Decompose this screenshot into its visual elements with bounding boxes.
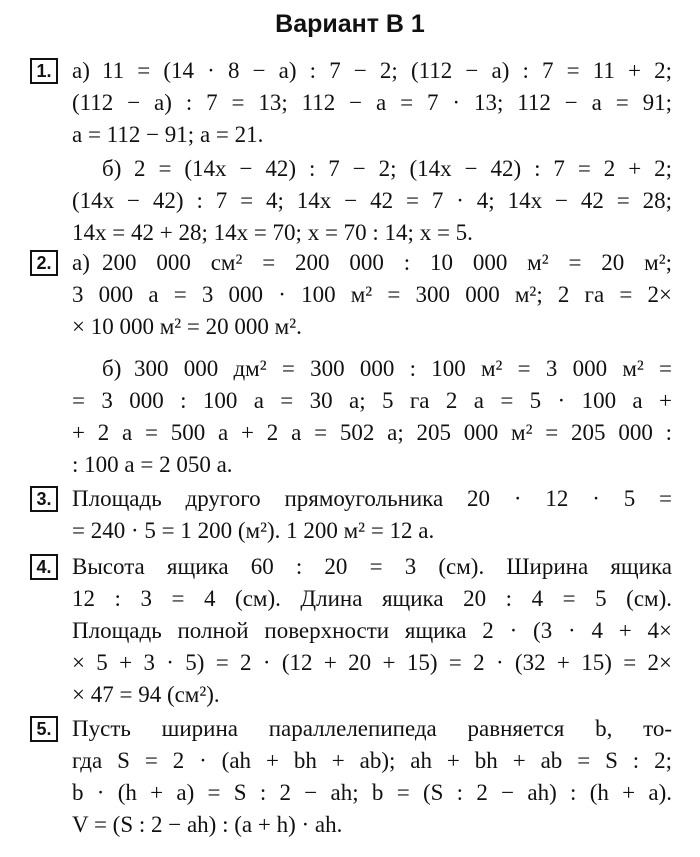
problem-number: 1. — [30, 58, 58, 84]
solution-line: + 2 а = 500 а + 2 а = 502 а; 205 000 м² = 205 000 : — [72, 420, 672, 445]
part-label: а) — [72, 58, 90, 83]
solution-line: 300 000 дм² = 300 000 : 100 м² = 3 000 м² = — [134, 356, 672, 381]
problem-number: 5. — [30, 716, 58, 742]
solution-line: (112 − a) : 7 = 13; 112 − a = 7 · 13; 112 − a = 91; — [72, 90, 672, 115]
solution-line: × 5 + 3 · 5) = 2 · (12 + 20 + 15) = 2 · (32 + 15) = 2× — [72, 650, 672, 675]
problem-number: 4. — [30, 554, 58, 580]
solution-line: a = 112 − 91; a = 21. — [72, 122, 264, 147]
solution-line: × 47 = 94 (см²). — [72, 682, 220, 707]
solution-line: Площадь другого прямоугольника 20 · 12 · 5 = — [72, 486, 672, 511]
solution-line: V = (S : 2 − ah) : (a + h) · ah. — [72, 812, 343, 837]
part-label: а) — [72, 250, 90, 275]
solution-line: 14x = 42 + 28; 14x = 70; x = 70 : 14; x = 5. — [72, 220, 473, 245]
solution-line: 3 000 а = 3 000 · 100 м² = 300 000 м²; 2 га = 2× — [72, 282, 672, 307]
solution-line: 2 = (14x − 42) : 7 − 2; (14x − 42) : 7 = 2 + 2; — [134, 156, 672, 181]
solution-line: Высота ящика 60 : 20 = 3 (см). Ширина ящика — [72, 554, 672, 579]
part-label: б) — [102, 156, 122, 181]
page-title: Вариант В 1 — [275, 10, 425, 38]
solution-line: 200 000 см² = 200 000 : 10 000 м² = 20 м²; — [102, 250, 672, 275]
solution-line: : 100 а = 2 050 а. — [72, 452, 233, 477]
solution-line: Пусть ширина параллелепипеда равняется b, то- — [72, 716, 672, 741]
part-label: б) — [102, 356, 122, 381]
problem-number: 2. — [30, 250, 58, 276]
solution-line: × 10 000 м² = 20 000 м². — [72, 314, 302, 339]
solution-line: = 240 · 5 = 1 200 (м²). 1 200 м² = 12 а. — [72, 518, 435, 543]
solution-line: Площадь полной поверхности ящика 2 · (3 · 4 + 4× — [72, 618, 672, 643]
solution-line: = 3 000 : 100 а = 30 а; 5 га 2 а = 5 · 100 а + — [72, 388, 672, 413]
problem-number: 3. — [30, 486, 58, 512]
solution-line: гда S = 2 · (ah + bh + ab); ah + bh + ab = S : 2; — [72, 748, 672, 773]
solution-line: 11 = (14 · 8 − a) : 7 − 2; (112 − a) : 7 = 11 + 2; — [102, 58, 672, 83]
solution-line: b · (h + a) = S : 2 − ah; b = (S : 2 − ah) : (h + a). — [72, 780, 672, 805]
solution-line: (14x − 42) : 7 = 4; 14x − 42 = 7 · 4; 14x − 42 = 28; — [72, 188, 672, 213]
solution-line: 12 : 3 = 4 (см). Длина ящика 20 : 4 = 5 (см). — [72, 586, 672, 611]
